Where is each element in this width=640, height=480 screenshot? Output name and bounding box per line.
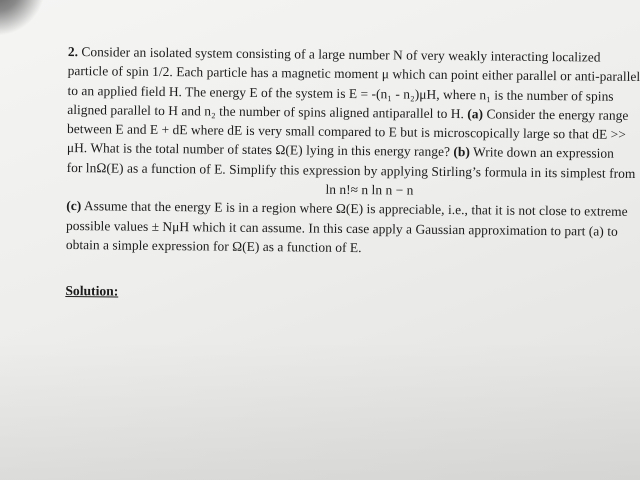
line-4-text: aligned parallel to H and n₂ the number of spins aligned antiparallel to H. xyxy=(67,101,464,122)
text-line-2: particle of spin 1/2. Each particle has a magnetic moment μ which can point either parallel or anti-parallel xyxy=(67,63,640,85)
part-c-line-1: Assume that the energy E is in a region where Ω(E) is appreciable, i.e., that it is not close to extreme xyxy=(83,198,628,220)
part-c-line-3: obtain a simple expression for Ω(E) as a function of E. xyxy=(65,236,362,256)
problem-text xyxy=(65,42,640,306)
part-a-text: Consider the energy range xyxy=(486,106,629,123)
line-6-text: μH. What is the total number of states Ω(E) lying in this energy range? xyxy=(66,140,451,160)
part-b-label: (b) xyxy=(453,144,471,160)
text-line-3: to an applied field H. The energy E of the system is E = -(n₁ - n₂)μH, where n₁ is the number of spins xyxy=(67,82,614,104)
part-c-label: (c) xyxy=(66,198,82,214)
page-corner-shadow xyxy=(0,0,50,50)
part-b-text: Write down an expression xyxy=(473,144,615,162)
line-1-text: Consider an isolated system consisting of a large number N of very weakly interacting localized xyxy=(81,44,601,65)
problem-number: 2. xyxy=(67,43,79,60)
part-a-label: (a) xyxy=(467,106,484,122)
text-line-5: between E and E + dE where dE is very small compared to E but is microscopically large so that dE >> xyxy=(67,121,626,143)
bottom-shade xyxy=(0,340,640,480)
text-line-7: for lnΩ(E) as a function of E. Simplify this expression by applying Stirling’s formula in its simplest from xyxy=(66,159,636,181)
solution-heading: Solution: xyxy=(65,283,119,299)
stirling-formula: ln n!≈ n ln n − n xyxy=(325,181,414,198)
part-c-line-2: possible values ± NμH which it can assume. In this case apply a Gaussian approximation to part (a) to xyxy=(66,217,618,239)
